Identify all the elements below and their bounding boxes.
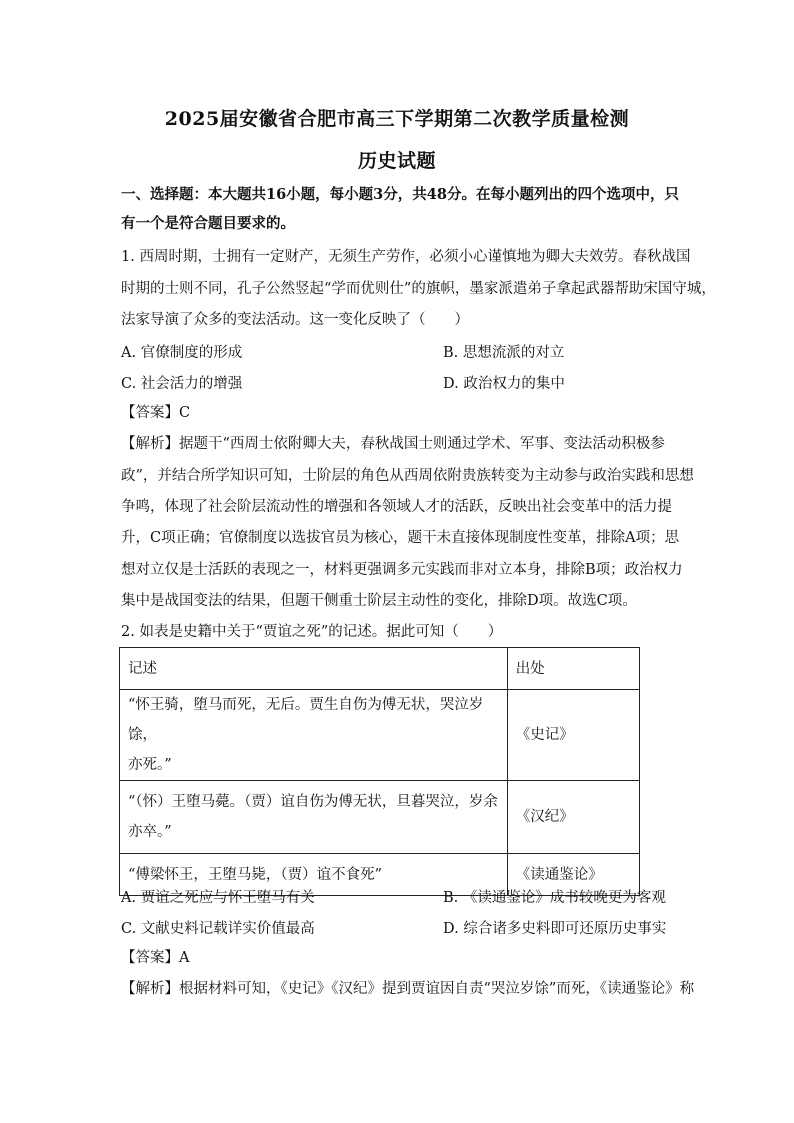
exam-subtitle: 历史试题 [357,150,436,172]
q1-stem-line-2: 时期的士则不同，孔子公然竖起“学而优则仕”的旗帜，墨家派遣弟子拿起武器帮助宋国守城， [121,281,716,297]
q1-analysis-line-6: 集中是战国变法的结果，但题干侧重士阶层主动性的变化，排除D项。故选C项。 [121,593,637,609]
q1-stem-line-3: 法家导演了众多的变法活动。这一变化反映了（ ） [121,312,469,328]
table-row [120,690,640,781]
record-line: “怀王骑，堕马而死，无后。贾生自伤为傅无状，哭泣岁馀， [128,697,484,743]
exam-title: 2025届安徽省合肥市高三下学期第二次教学质量检测 [164,108,630,130]
q2-analysis-line-1: 【解析】根据材料可知，《史记》《汉纪》提到贾谊因自责“哭泣岁馀”而死，《读通鉴论》称 [121,981,695,997]
q1-option-a: A. 官僚制度的形成 [121,345,243,361]
q2-option-c: C. 文献史料记载详实价值最高 [121,921,315,937]
record-line: 亦卒。” [128,824,172,840]
table-header-cell: 记述 [120,648,508,690]
q1-analysis-line-5: 想对立仅是士活跃的表现之一，材料更强调多元实践而非对立本身，排除B项；政治权力 [121,562,683,578]
q1-stem-line-1: 1. 西周时期，士拥有一定财产，无须生产劳作，必须小心谨慎地为卿大夫效劳。春秋战国 [121,249,691,265]
q2-option-a: A. 贾谊之死应与怀王堕马有关 [121,890,315,906]
q2-option-d: D. 综合诸多史料即可还原历史事实 [443,921,667,937]
q1-option-d: D. 政治权力的集中 [443,376,565,392]
q1-option-b: B. 思想流派的对立 [443,345,565,361]
table-cell-record [120,690,508,781]
record-line: 亦死。” [128,757,172,773]
section-instruction-line-2: 有一个是符合题目要求的。 [121,215,295,232]
q2-stem: 2. 如表是史籍中关于“贾谊之死”的记述。据此可知（ ） [121,624,503,640]
table-cell-source: 《读通鉴论》 [507,854,639,896]
table-header-row [120,648,640,690]
table-cell-record [120,781,508,854]
table-row [120,781,640,854]
section-instruction-line-1: 一、选择题：本大题共16小题，每小题3分，共48分。在每小题列出的四个选项中，只 [121,186,679,203]
q2-answer: 【答案】A [121,950,190,966]
table-header-cell: 出处 [507,648,639,690]
q1-analysis-line-4: 升，C项正确；官僚制度以选拔官员为核心，题干未直接体现制度性变革，排除A项；思 [121,530,680,546]
q1-analysis-line-3: 争鸣，体现了社会阶层流动性的增强和各领域人才的活跃，反映出社会变革中的活力提 [121,499,672,515]
q1-answer: 【答案】C [121,405,191,421]
table-cell-record: “傅梁怀王，王堕马毙，（贾）谊不食死” [120,854,508,896]
q1-option-c: C. 社会活力的增强 [121,376,243,392]
table-cell-source: 《汉纪》 [507,781,639,854]
source-table [119,647,640,896]
table-cell-source: 《史记》 [507,690,639,781]
record-line: “（怀）王堕马薨。（贾）谊自伤为傅无状，旦暮哭泣，岁余 [128,794,498,810]
q1-analysis-line-2: 政”，并结合所学知识可知，士阶层的角色从西周依附贵族转变为主动参与政治实践和思想 [121,468,694,484]
q2-option-b: B. 《读通鉴论》成书较晚更为客观 [443,890,666,906]
q1-analysis-line-1: 【解析】据题干“西周士依附卿大夫，春秋战国士则通过学术、军事、变法活动积极参 [121,436,665,452]
